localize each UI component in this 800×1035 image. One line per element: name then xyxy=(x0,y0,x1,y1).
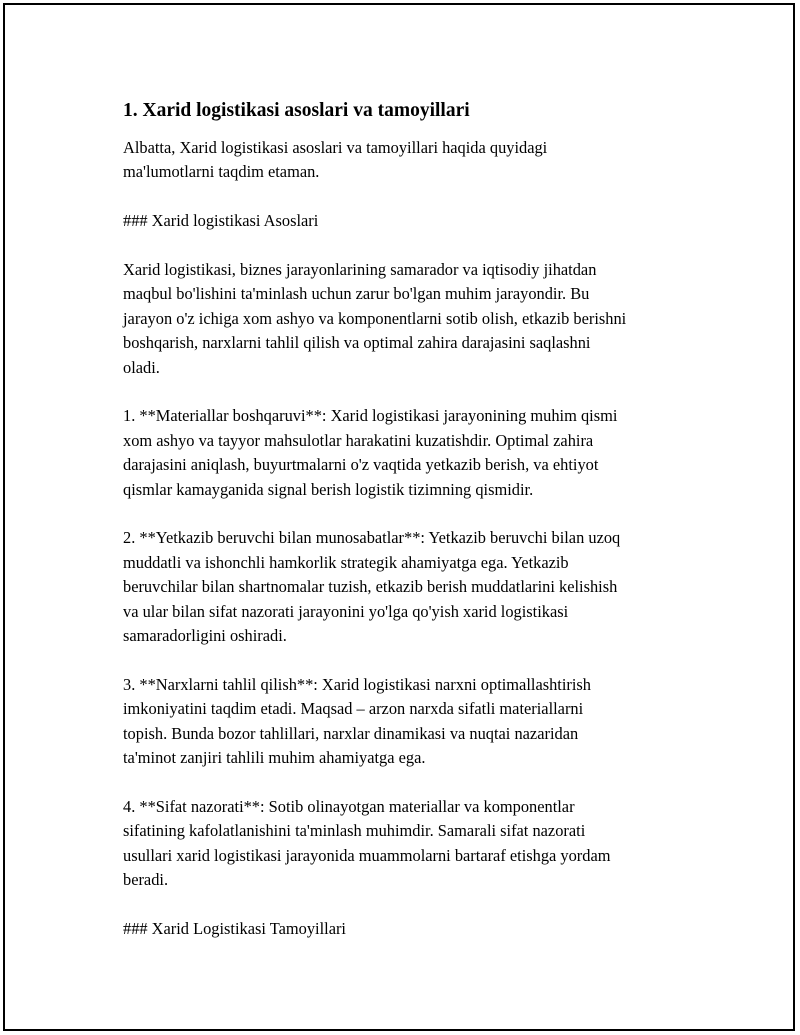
paragraph-line: ### Xarid Logistikasi Tamoyillari xyxy=(123,918,346,938)
paragraph-gap xyxy=(123,185,703,209)
page-frame xyxy=(3,3,795,1031)
paragraph-line: beradi. xyxy=(123,870,169,890)
paragraph-intro xyxy=(123,136,703,185)
paragraph-line: qismlar kamayganida signal berish logistik tizimning qismidir. xyxy=(123,479,534,499)
paragraph-item-2 xyxy=(123,526,703,648)
paragraph-line: boshqarish, narxlarni tahlil qilish va optimal zahira darajasini saqlashni xyxy=(123,333,591,353)
paragraph-line: 2. **Yetkazib beruvchi bilan munosabatlar**: Yetkazib beruvchi bilan uzoq xyxy=(123,528,621,548)
paragraph-line: 3. **Narxlarni tahlil qilish**: Xarid logistikasi narxni optimallashtirish xyxy=(123,674,591,694)
paragraph-line: xom ashyo va tayyor mahsulotlar harakatini kuzatishdir. Optimal zahira xyxy=(123,430,594,450)
paragraph-gap xyxy=(123,770,703,794)
paragraph-line: 1. **Materiallar boshqaruvi**: Xarid logistikasi jarayonining muhim qismi xyxy=(123,406,618,426)
paragraph-line: ### Xarid logistikasi Asoslari xyxy=(123,211,319,231)
paragraph-item-4 xyxy=(123,795,703,893)
paragraph-line: usullari xarid logistikasi jarayonida muammolarni bartaraf etishga yordam xyxy=(123,845,611,865)
paragraph-line: topish. Bunda bozor tahlillari, narxlar dinamikasi va nuqtai nazaridan xyxy=(123,723,579,743)
paragraph-line: ma'lumotlarni taqdim etaman. xyxy=(123,162,320,182)
paragraph-line: ta'minot zanjiri tahlili muhim ahamiyatga ega. xyxy=(123,748,426,768)
paragraph-gap xyxy=(123,893,703,917)
paragraph-line: maqbul bo'lishini ta'minlash uchun zarur bo'lgan muhim jarayondir. Bu xyxy=(123,284,590,304)
paragraph-gap xyxy=(123,502,703,526)
paragraph-line: imkoniyatini taqdim etadi. Maqsad – arzon narxda sifatli materiallarni xyxy=(123,699,584,719)
paragraph-item-3 xyxy=(123,673,703,771)
paragraph-item-1 xyxy=(123,404,703,502)
paragraph-line: darajasini aniqlash, buyurtmalarni o'z vaqtida yetkazib berish, va ehtiyot xyxy=(123,455,599,475)
paragraph-list xyxy=(123,136,703,941)
paragraph-line: samaradorligini oshiradi. xyxy=(123,626,287,646)
paragraph-line: jarayon o'z ichiga xom ashyo va komponentlarni sotib olish, etkazib berishni xyxy=(123,308,627,328)
paragraph-line: sifatining kafolatlanishini ta'minlash muhimdir. Samarali sifat nazorati xyxy=(123,821,586,841)
paragraph-definition xyxy=(123,258,703,380)
paragraph-line: Albatta, Xarid logistikasi asoslari va tamoyillari haqida quyidagi xyxy=(123,138,548,157)
paragraph-line: 4. **Sifat nazorati**: Sotib olinayotgan materiallar va komponentlar xyxy=(123,796,575,816)
paragraph-line: oladi. xyxy=(123,357,160,377)
paragraph-line: muddatli va ishonchli hamkorlik strategik ahamiyatga ega. Yetkazib xyxy=(123,552,569,572)
paragraph-heading-asoslari xyxy=(123,209,703,233)
paragraph-heading-tamoyillari xyxy=(123,917,703,941)
paragraph-line: va ular bilan sifat nazorati jarayonini yo'lga qo'yish xarid logistikasi xyxy=(123,601,569,621)
document-content xyxy=(123,98,703,941)
document-title: 1. Xarid logistikasi asoslari va tamoyillari xyxy=(123,100,470,121)
paragraph-gap xyxy=(123,648,703,672)
paragraph-line: Xarid logistikasi, biznes jarayonlarining samarador va iqtisodiy jihatdan xyxy=(123,260,597,279)
paragraph-gap xyxy=(123,380,703,404)
paragraph-gap xyxy=(123,234,703,258)
paragraph-line: beruvchilar bilan shartnomalar tuzish, etkazib berish muddatlarini kelishish xyxy=(123,577,618,597)
